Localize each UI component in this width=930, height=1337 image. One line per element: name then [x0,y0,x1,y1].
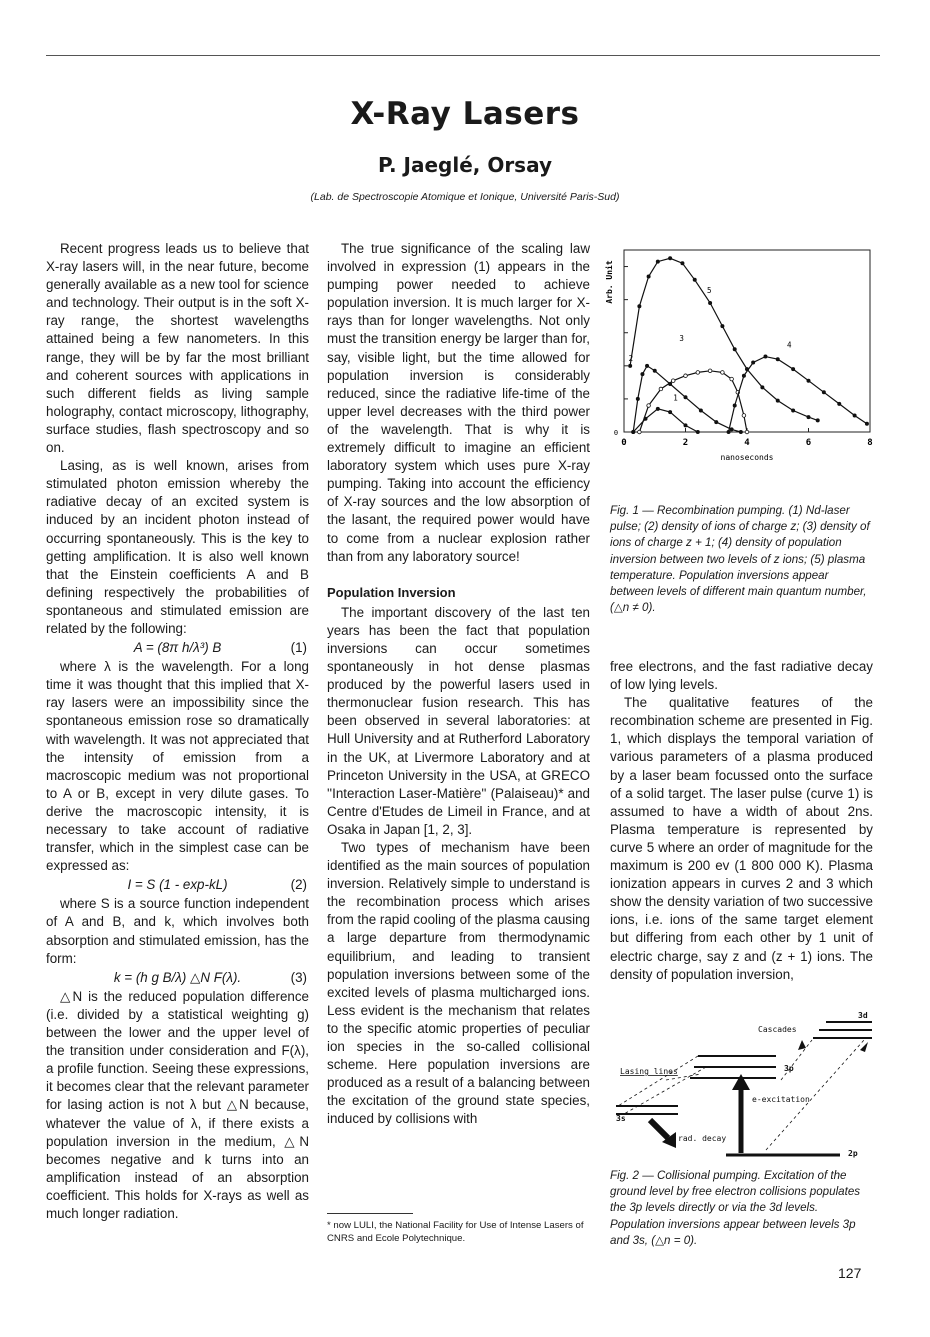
series-point-3 [730,377,734,381]
series-point-4 [853,414,856,417]
series-point-3 [708,369,712,373]
series-point-4 [742,374,745,377]
series-point-5 [638,305,641,308]
figure-1 [604,242,878,479]
paragraph: Lasing, as is well known, arises from stimulated photon emission whereby the radiative decay of an excited system is induced by an incident photon instead of occurring spontaneously. This is the key to getting amplification. It is also well known that the Einstein coefficients A and B defining respectively the probabilities of spontaneous and stimulated emission are related by the following: [46,458,309,636]
series-point-1 [669,411,672,414]
series-point-3 [721,371,725,375]
paragraph: where S is a source function independent of A and B, and k, which involves both absorption and stimulated emission, has the form: [46,896,309,966]
paragraph: △N is the reduced population difference (i.e. divided by a statistical weighting g) between the lower and the upper level of the transition under consideration and F(λ), a profile function. Seeing these expressions, it becomes clear that the relevant parameter for lasing action is not λ but △N because, whatever the value of λ, if there exists a population inversion in the medium, △N becomes negative and k turns into an amplification instead of an absorption coefficient. This holds for X-rays as well as much longer radiation. [46,988,309,1221]
page-number: 127 [838,1265,862,1281]
series-point-3 [671,379,675,383]
series-point-3 [742,414,746,418]
paragraph: Two types of mechanism have been identified as the main sources of population inversion. Relatively simple to understand is the recombination process which arises from the rapid cooling of the plasma causing a large departure from thermodynamic equilibrium, and leading to transient population inversions between some of the excited levels of plasma multicharged ions. Less evident is the mechanism that relates to the specific atomic properties of peculiar ion species in the so-called collisional scheme. Here population inversions are produced as a result of a balancing between the excitation of the ground state species, induced by collisions with [327,840,590,1127]
figure-2 [606,1010,876,1170]
series-point-5 [669,257,672,260]
series-point-5 [709,301,712,304]
equation-1 [46,639,309,657]
equation-body: A = (8π h/λ³) B [133,640,222,656]
series-point-2 [653,369,656,372]
series-point-4 [807,379,810,382]
label-3d: 3d [858,1011,868,1020]
label-excitation: e-excitation [752,1095,810,1104]
x-axis-label: nanoseconds [720,453,774,462]
y-axis-label: Arb. Unit [605,260,614,304]
label-2p: 2p [848,1149,858,1158]
series-point-5 [761,386,764,389]
series-label: 3 [679,334,684,343]
series-point-2 [730,428,733,431]
column-1 [46,240,309,1223]
series-point-5 [807,416,810,419]
equation-body: k = (h g B/λ) △N F(λ). [113,969,242,985]
series-point-1 [656,407,659,410]
series-line-5 [630,258,818,420]
equation-body: I = S (1 - exp-kL) [127,877,228,893]
series-label: 5 [707,286,712,296]
series-point-4 [733,404,736,407]
plot-frame [624,250,870,432]
series-point-4 [764,355,767,358]
label-lasing: Lasing lines [620,1067,678,1076]
label-3s: 3s [616,1114,626,1123]
series-label: 2 [628,353,634,363]
section-heading: Population Inversion [327,584,456,600]
series-point-5 [647,275,650,278]
recombination-chart [604,242,878,474]
series-point-5 [792,409,795,412]
equation-number: (3) [290,969,307,985]
column-3 [610,658,873,984]
series-point-2 [641,372,644,375]
series-point-5 [681,262,684,265]
series-point-2 [636,397,639,400]
label-cascades: Cascades [758,1025,797,1034]
cascade-arrow-icon [860,1042,868,1052]
series-point-5 [745,368,748,371]
equation-number: (2) [290,877,307,893]
x-tick-label: 0 [621,438,627,448]
series-line-4 [729,357,867,432]
series-point-4 [822,391,825,394]
collisional-pumping-diagram [606,1010,876,1165]
x-tick-label: 6 [805,438,812,448]
x-tick-label: 2 [682,438,689,448]
cascade-dash [781,1040,812,1080]
paragraph: Recent progress leads us to believe that X-ray lasers will, in the near future, become generally available as a new tool for science and technology. Their output is in the soft X-ray range, the shortest wavelengths attained being a few nanometers. In this range, they will be by far the most brilliant and coherent sources with applications in such different fields as living sample holography, contact microscopy, lithography, surface studies, flash spectroscopy and so on. [46,241,309,456]
figure-1-caption: Fig. 1 — Recombination pumping. (1) Nd-laser pulse; (2) density of ions of charge z; (3) density of ions of charge z + 1; (4) density of population inversion between two levels of z ions; (5) plasma temperature. Population inversions appear between levels of different main quantum number, (△n ≠ 0). [610,504,870,615]
series-point-5 [816,419,819,422]
series-point-3 [745,430,749,434]
series-point-2 [715,420,718,423]
series-point-2 [739,430,742,433]
paragraph: The true significance of the scaling law involved in expression (1) appears in the pumping power needed to achieve population inversion. It is much larger for X-rays than for longer wavelengths. Not only must the transition energy be larger than for, say, visible light, but the time allowed for population inversion is considerably reduced, since the radiative life-time of the upper level decreases with the third power of the wavelength. That is why it is extremely difficult to imagine an efficient laboratory system which uses pure X-ray pumping. Taking into account the efficiency of X-ray sources and the low absorption of the lasant, the required power would have to come from a nuclear explosion rather than from any laboratory source! [327,241,590,564]
label-3p: 3p [784,1064,794,1073]
paragraph: where λ is the wavelength. For a long time it was thought that this implied that X-ray lasers were an impossibility since the spontaneous emission rose so dramatically with wavelength. It was not appreciated that the intensity of emission from a macroscopic medium was not proportional to A or B, except in very dilute gases. To derive the macroscopic intensity, it is necessary to take account of radiative transfer, which in the simplest case can be expressed as: [46,659,309,874]
series-point-1 [684,424,687,427]
series-point-5 [693,278,696,281]
series-point-1 [696,430,699,433]
equation-number: (1) [290,640,307,656]
affiliation: (Lab. de Spectroscopie Atomique et Ionique, Université Paris-Sud) [310,191,620,203]
series-point-4 [865,422,868,425]
x-tick-label: 8 [867,438,873,448]
series-point-5 [733,348,736,351]
paragraph: free electrons, and the fast radiative decay of low lying levels. [610,659,873,693]
series-point-5 [656,260,659,263]
series-point-3 [696,371,700,375]
series-point-5 [776,399,779,402]
series-point-2 [684,396,687,399]
series-point-3 [684,374,688,378]
series-point-2 [699,409,702,412]
excitation-arrow-icon [732,1074,750,1090]
cascade-arrow-icon [798,1040,806,1050]
footnote: * now LULI, the National Facility for Use of Intense Lasers of CNRS and Ecole Polytechnique. [327,1220,584,1244]
author-line: P. Jaeglé, Orsay [377,153,553,177]
paragraph: The important discovery of the last ten years has been the fact that population inversions can occur sometimes spontaneously in hot dense plasmas produced by the powerful lasers used in thermonuclear fusion research. This has been observed in several laboratories: at Hull University and at Rutherford Laboratory in the UK, at Livermore Laboratory and at Princeton University in the USA, at GRECO ''Interaction Laser-Matière'' (Palaiseau)* and Centre d'Etudes de Limeil in France, and at Osaka in Japan [1, 2, 3]. [327,604,590,837]
series-point-4 [792,368,795,371]
series-point-3 [659,387,663,391]
x-tick-label: 4 [744,438,750,448]
transition-dash [618,1056,698,1106]
footnote-rule [327,1213,413,1214]
label-decay: rad. decay [678,1134,727,1143]
series-point-3 [647,404,651,408]
series-point-5 [629,364,632,367]
series-point-2 [645,364,648,367]
series-point-4 [776,358,779,361]
series-point-3 [638,430,642,434]
article-title: X-Ray Lasers [350,96,580,132]
equation-3 [46,969,309,987]
series-point-5 [721,325,724,328]
column-2 [327,240,590,1129]
decay-arrow-shaft [650,1120,668,1138]
series-label: 1 [673,393,678,403]
series-point-4 [752,361,755,364]
y-tick-label: 0 [613,429,619,437]
series-point-2 [632,430,635,433]
series-point-4 [838,402,841,405]
equation-2 [46,876,309,894]
series-point-4 [727,430,730,433]
top-rule [46,55,880,56]
paragraph: The qualitative features of the recombination scheme are presented in Fig. 1, which displays the temporal variation of various parameters of a plasma produced by a laser beam focussed onto the surface of a solid target. The laser pulse (curve 1) is assumed to have a width of about 2ns. Plasma temperature is represented by curve 5 where an order of magnitude for the maximum is 200 ev (1 800 000 K). Plasma ionization appears in curves 2 and 3 which show the density variation of two successive ions, i.e. ions of the same target element but differing from each other by 1 unit of electric charge, say z and (z + 1) ions. The density of population inversion, [610,695,873,982]
series-label: 4 [786,340,792,350]
figure-2-caption: Fig. 2 — Collisional pumping. Excitation of the ground level by free electron collisions populates the 3p levels directly or via the 3d levels. Population inversions appear between levels 3p and 3s, (△n = 0). [610,1169,861,1247]
